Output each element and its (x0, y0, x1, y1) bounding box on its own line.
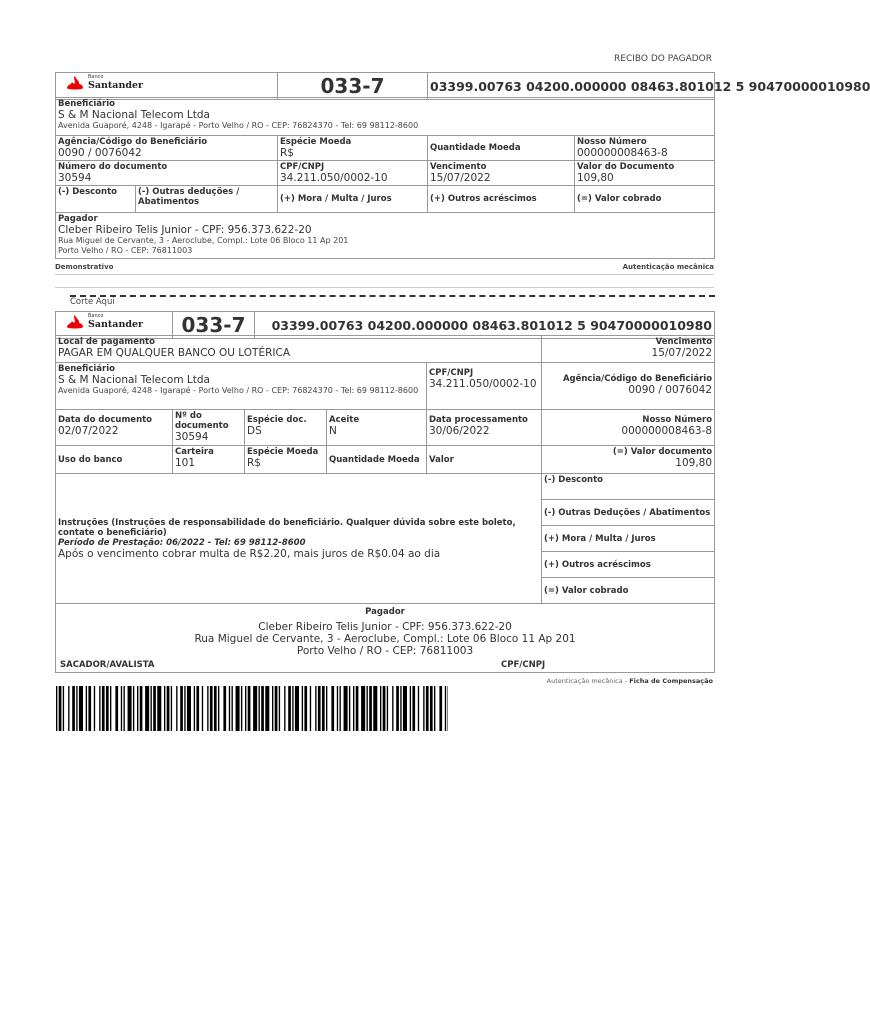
receipt-pagador-address2: Porto Velho / RO - CEP: 76811003 (58, 246, 193, 255)
slip-nosso-numero-label: Nosso Número (642, 415, 713, 425)
receipt-autenticacao: Autenticação mecânica (622, 263, 714, 271)
receipt-beneficiario (56, 98, 715, 136)
receipt-outras-deducoes-label: (-) Outras deduções / Abatimentos (138, 187, 240, 207)
slip-pagador-name: Cleber Ribeiro Telis Junior - CPF: 956.373.622-20 (258, 621, 512, 633)
slip-especie-moeda-value: R$ (247, 457, 261, 469)
slip-uso-banco-label: Uso do banco (58, 454, 123, 465)
receipt-body (55, 97, 715, 259)
receipt-nosso-numero-label: Nosso Número (577, 137, 647, 147)
receipt-beneficiario-label: Beneficiário (58, 99, 115, 109)
receipt-valor-documento-value: 109,80 (577, 172, 614, 184)
slip-num-documento-value: 30594 (175, 431, 209, 443)
slip-instrucoes (56, 474, 542, 604)
slip-cpf-cnpj2-label: CPF/CNPJ (501, 660, 546, 670)
receipt-pagador-name: Cleber Ribeiro Telis Junior - CPF: 956.373.622-20 (58, 224, 312, 236)
slip-beneficiario-name: S & M Nacional Telecom Ltda (58, 374, 210, 386)
slip-pagador-address2: Porto Velho / RO - CEP: 76811003 (296, 645, 474, 657)
slip-valor-documento-value: 109,80 (675, 457, 713, 469)
receipt-mora-label: (+) Mora / Multa / Juros (280, 194, 392, 204)
slip-carteira-value: 101 (175, 457, 196, 469)
receipt-valor-documento-label: Valor do Documento (577, 162, 675, 172)
slip-data-processamento-label: Data processamento (429, 415, 528, 425)
slip-autenticacao: Autenticação mecânica - (546, 677, 630, 685)
santander-flame-icon (66, 75, 84, 91)
linha-digitavel: 03399.00763 04200.000000 08463.801012 5 90470000010980 (428, 73, 715, 100)
slip-aceite-value: N (329, 425, 337, 437)
receipt-beneficiario-name: S & M Nacional Telecom Ltda (58, 109, 210, 121)
slip-sacador-label: SACADOR/AVALISTA (60, 660, 155, 670)
receipt-outros-acrescimos-label: (+) Outros acréscimos (430, 194, 537, 204)
slip-data-documento-label: Data do documento (58, 415, 153, 425)
slip-aceite-label: Aceite (329, 415, 360, 425)
slip-instrucoes-label: Instruções (Instruções de responsabilidade do beneficiário. Qualquer dúvida sobre este boleto, contate o beneficiário) (58, 517, 516, 538)
receipt-nosso-numero-value: 000000008463-8 (577, 147, 668, 159)
slip-periodo: Período de Prestação: 06/2022 - Tel: 69 98112-8600 (58, 537, 306, 548)
slip-vencimento-value: 15/07/2022 (651, 347, 713, 359)
slip-vencimento-label: Vencimento (655, 337, 713, 347)
cut-label: Corte Aqui (70, 297, 115, 307)
receipt-agencia-label: Agência/Código do Beneficiário (58, 137, 208, 147)
slip-data-documento-value: 02/07/2022 (58, 425, 119, 437)
slip-instrucao-texto: Após o vencimento cobrar multa de R$2.20, mais juros de R$0.04 ao dia (58, 547, 441, 560)
receipt-valor-cobrado-label: (=) Valor cobrado (577, 194, 662, 204)
slip-especie-doc-value: DS (247, 425, 262, 437)
slip-cpf-cnpj-label: CPF/CNPJ (429, 368, 474, 378)
receipt-desconto-label: (-) Desconto (58, 187, 117, 197)
slip-bank-code: 033-7 (173, 312, 255, 339)
slip-agencia-value: 0090 / 0076042 (628, 384, 713, 396)
barcode (56, 686, 448, 731)
receipt-header (56, 73, 715, 100)
slip-linha-digitavel: 03399.00763 04200.000000 08463.801012 5 90470000010980 (255, 312, 715, 339)
slip-valor-label: Valor (429, 454, 454, 465)
bank-code: 033-7 (278, 73, 428, 100)
slip-especie-moeda-label: Espécie Moeda (247, 447, 319, 457)
separator (55, 287, 714, 288)
receipt-table (55, 72, 870, 100)
slip-desconto-label: (-) Desconto (544, 475, 604, 485)
receipt-quantidade-moeda-label: Quantidade Moeda (430, 143, 521, 153)
slip-cpf-cnpj-value: 34.211.050/0002-10 (429, 378, 537, 390)
bank-name: Santander (88, 319, 144, 330)
slip-ficha: Ficha de Compensação (629, 677, 713, 685)
slip-mora-label: (+) Mora / Multa / Juros (544, 533, 656, 544)
slip-agencia-label: Agência/Código do Beneficiário (562, 374, 713, 384)
slip-valor-cobrado-label: (=) Valor cobrado (544, 585, 629, 596)
receipt-vencimento-label: Vencimento (430, 162, 487, 172)
receipt-vencimento-value: 15/07/2022 (430, 172, 491, 184)
slip-valor-documento-label: (=) Valor documento (612, 447, 713, 457)
receipt-numero-documento-label: Número do documento (58, 162, 168, 172)
slip-carteira-label: Carteira (175, 447, 214, 457)
slip-especie-doc-label: Espécie doc. (247, 415, 307, 425)
slip-outras-deducoes-label: (-) Outras Deduções / Abatimentos (544, 507, 711, 518)
slip-local-pagamento-label: Local de pagamento (58, 337, 155, 347)
slip-beneficiario-label: Beneficiário (58, 364, 115, 374)
santander-flame-icon (66, 314, 84, 330)
receipt-beneficiario-address: Avenida Guaporé, 4248 - Igarapé - Porto Velho / RO - CEP: 76824370 - Tel: 69 98112-8600 (58, 121, 419, 130)
recibo-title: RECIBO DO PAGADOR (614, 54, 712, 64)
bank-logo (58, 74, 144, 91)
bank-name: Santander (88, 80, 144, 91)
cut-line (70, 295, 715, 297)
slip-data-processamento-value: 30/06/2022 (429, 425, 490, 437)
slip-outros-acrescimos-label: (+) Outros acréscimos (544, 559, 651, 570)
slip-beneficiario-address: Avenida Guaporé, 4248 - Igarapé - Porto Velho / RO - CEP: 76824370 - Tel: 69 98112-8600 (58, 386, 419, 395)
receipt-pagador-address1: Rua Miguel de Cervante, 3 - Aeroclube, Compl.: Lote 06 Bloco 11 Ap 201 (58, 236, 349, 245)
slip-pagador (56, 604, 715, 673)
bank-prefix: Banco (88, 74, 104, 80)
receipt-especie-moeda-value: R$ (280, 147, 294, 159)
receipt-pagador (56, 213, 715, 259)
receipt-numero-documento-value: 30594 (58, 172, 92, 184)
receipt-cpf-cnpj-value: 34.211.050/0002-10 (280, 172, 388, 184)
receipt-especie-moeda-label: Espécie Moeda (280, 137, 352, 147)
slip-nosso-numero-value: 000000008463-8 (621, 425, 713, 437)
slip-pagador-address1: Rua Miguel de Cervante, 3 - Aeroclube, Compl.: Lote 06 Bloco 11 Ap 201 (194, 633, 576, 645)
slip-quantidade-moeda-label: Quantidade Moeda (329, 454, 420, 465)
slip-body (55, 335, 715, 673)
separator (55, 274, 714, 275)
bank-logo (58, 313, 170, 330)
receipt-cpf-cnpj-label: CPF/CNPJ (280, 162, 325, 172)
slip-local-pagamento-value: PAGAR EM QUALQUER BANCO OU LOTÉRICA (58, 347, 290, 359)
receipt-demonstrativo: Demonstrativo (55, 263, 114, 271)
receipt-agencia-value: 0090 / 0076042 (58, 147, 142, 159)
receipt-pagador-label: Pagador (58, 214, 98, 224)
bank-prefix: Banco (88, 313, 104, 319)
slip-num-documento-label: Nº do documento (175, 411, 229, 431)
slip-pagador-label: Pagador (365, 607, 405, 617)
